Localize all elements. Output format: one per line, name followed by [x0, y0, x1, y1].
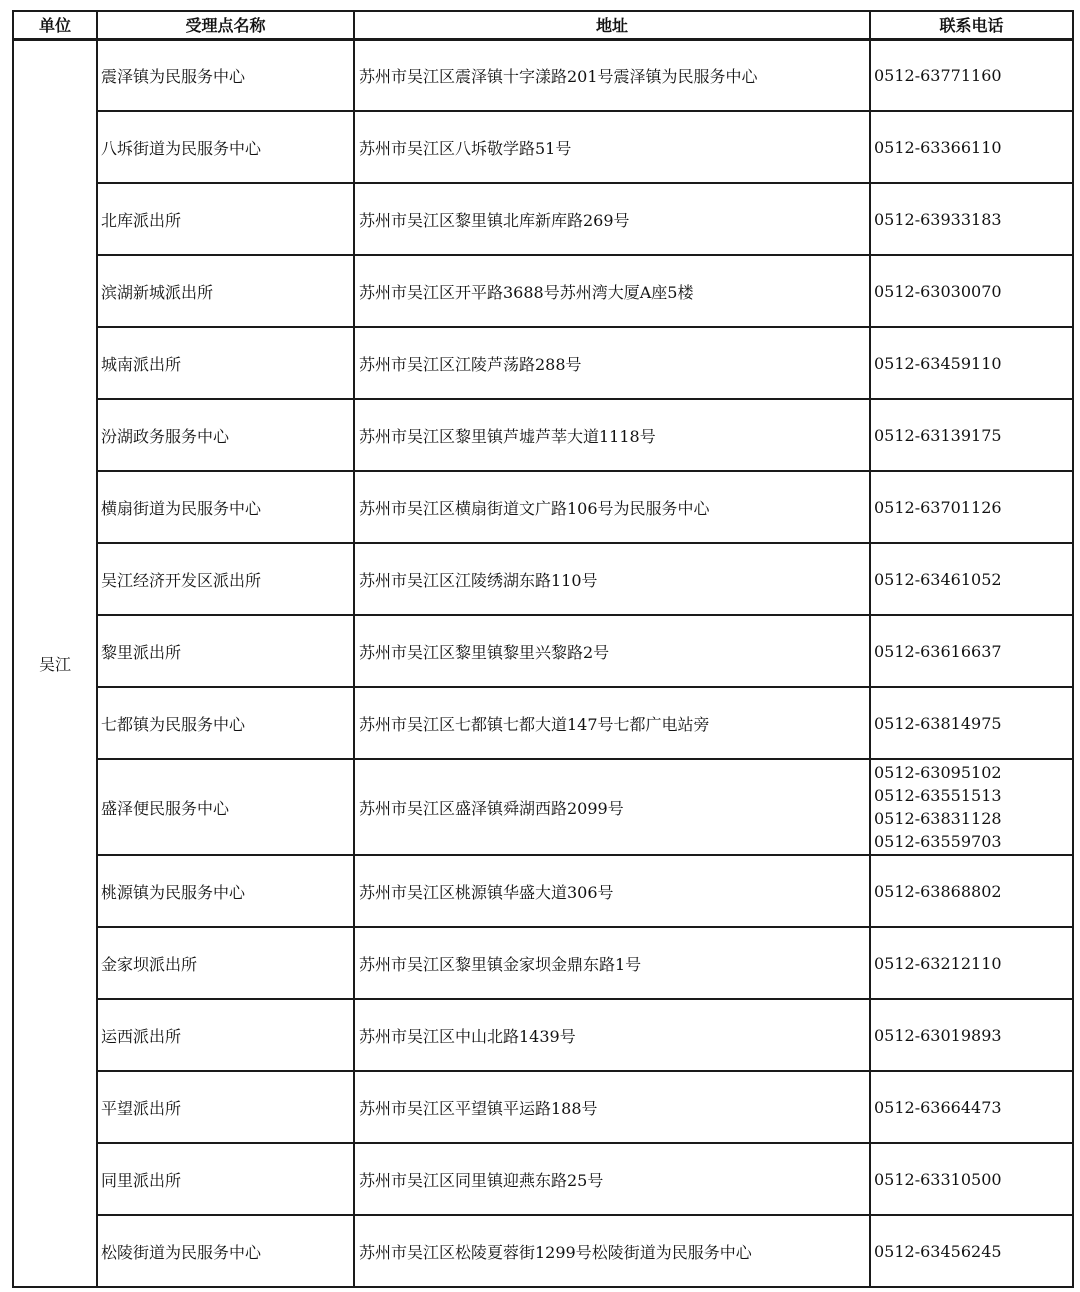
address-cell: 苏州市吴江区盛泽镇舜湖西路2099号	[354, 759, 870, 855]
table-row	[13, 1215, 1073, 1287]
name-cell: 横扇街道为民服务中心	[97, 471, 354, 543]
table-row	[13, 471, 1073, 543]
address-cell: 苏州市吴江区同里镇迎燕东路25号	[354, 1143, 870, 1215]
phone-cell	[870, 1215, 1073, 1287]
name-cell: 盛泽便民服务中心	[97, 759, 354, 855]
table-row	[13, 687, 1073, 759]
phone-number: 0512-63212110	[874, 953, 1002, 973]
phone-number: 0512-63461052	[874, 569, 1002, 589]
table-row	[13, 855, 1073, 927]
phone-number: 0512-63139175	[874, 425, 1002, 445]
phone-number: 0512-63310500	[874, 1169, 1002, 1189]
address-cell: 苏州市吴江区八坼敬学路51号	[354, 111, 870, 183]
phone-cell	[870, 687, 1073, 759]
header-unit: 单位	[13, 11, 97, 39]
phone-cell	[870, 111, 1073, 183]
name-cell: 运西派出所	[97, 999, 354, 1071]
address-cell: 苏州市吴江区桃源镇华盛大道306号	[354, 855, 870, 927]
address-cell: 苏州市吴江区江陵绣湖东路110号	[354, 543, 870, 615]
table-row	[13, 759, 1073, 855]
phone-cell	[870, 255, 1073, 327]
address-cell: 苏州市吴江区开平路3688号苏州湾大厦A座5楼	[354, 255, 870, 327]
phone-number: 0512-63771160	[874, 65, 1002, 85]
phone-number: 0512-63664473	[874, 1097, 1002, 1117]
phone-cell	[870, 999, 1073, 1071]
phone-cell	[870, 615, 1073, 687]
address-cell: 苏州市吴江区松陵夏蓉街1299号松陵街道为民服务中心	[354, 1215, 870, 1287]
phone-cell	[870, 471, 1073, 543]
name-cell: 黎里派出所	[97, 615, 354, 687]
table-row	[13, 543, 1073, 615]
phone-cell	[870, 855, 1073, 927]
name-cell: 震泽镇为民服务中心	[97, 39, 354, 111]
table-row	[13, 399, 1073, 471]
table-row	[13, 327, 1073, 399]
table-body	[13, 39, 1073, 1287]
phone-cell	[870, 759, 1073, 855]
name-cell: 吴江经济开发区派出所	[97, 543, 354, 615]
header-address: 地址	[354, 11, 870, 39]
address-cell: 苏州市吴江区七都镇七都大道147号七都广电站旁	[354, 687, 870, 759]
table-row	[13, 927, 1073, 999]
table-row	[13, 255, 1073, 327]
name-cell: 汾湖政务服务中心	[97, 399, 354, 471]
header-name: 受理点名称	[97, 11, 354, 39]
name-cell: 城南派出所	[97, 327, 354, 399]
phone-number: 0512-63030070	[874, 281, 1002, 301]
address-cell: 苏州市吴江区黎里镇黎里兴黎路2号	[354, 615, 870, 687]
phone-cell	[870, 1143, 1073, 1215]
table-container	[12, 10, 1074, 1288]
service-points-table	[12, 10, 1074, 1288]
name-cell: 北库派出所	[97, 183, 354, 255]
address-cell: 苏州市吴江区震泽镇十字漾路201号震泽镇为民服务中心	[354, 39, 870, 111]
table-row	[13, 111, 1073, 183]
table-row	[13, 183, 1073, 255]
table-row	[13, 39, 1073, 111]
name-cell: 同里派出所	[97, 1143, 354, 1215]
name-cell: 金家坝派出所	[97, 927, 354, 999]
phone-cell	[870, 927, 1073, 999]
address-cell: 苏州市吴江区江陵芦荡路288号	[354, 327, 870, 399]
phone-number: 0512-63868802	[874, 881, 1002, 901]
name-cell: 桃源镇为民服务中心	[97, 855, 354, 927]
phone-number: 0512-63831128	[874, 809, 1002, 828]
phone-number: 0512-63456245	[874, 1241, 1002, 1261]
address-cell: 苏州市吴江区黎里镇北库新库路269号	[354, 183, 870, 255]
phone-cell	[870, 399, 1073, 471]
table-row	[13, 1071, 1073, 1143]
table-row	[13, 615, 1073, 687]
table-header-row	[13, 11, 1073, 39]
name-cell: 八坼街道为民服务中心	[97, 111, 354, 183]
unit-cell: 吴江	[13, 39, 97, 1287]
phone-number: 0512-63095102	[874, 763, 1002, 782]
name-cell: 七都镇为民服务中心	[97, 687, 354, 759]
header-phone: 联系电话	[870, 11, 1073, 39]
phone-number: 0512-63019893	[874, 1025, 1002, 1045]
phone-cell	[870, 1071, 1073, 1143]
name-cell: 平望派出所	[97, 1071, 354, 1143]
phone-number: 0512-63701126	[874, 497, 1002, 517]
phone-cell	[870, 39, 1073, 111]
name-cell: 滨湖新城派出所	[97, 255, 354, 327]
name-cell: 松陵街道为民服务中心	[97, 1215, 354, 1287]
address-cell: 苏州市吴江区黎里镇金家坝金鼎东路1号	[354, 927, 870, 999]
address-cell: 苏州市吴江区平望镇平运路188号	[354, 1071, 870, 1143]
phone-number: 0512-63459110	[874, 353, 1002, 373]
phone-number: 0512-63814975	[874, 713, 1002, 733]
phone-cell	[870, 327, 1073, 399]
table-row	[13, 1143, 1073, 1215]
phone-number: 0512-63559703	[874, 832, 1002, 851]
phone-cell	[870, 183, 1073, 255]
phone-cell	[870, 543, 1073, 615]
phone-number: 0512-63366110	[874, 137, 1002, 157]
address-cell: 苏州市吴江区黎里镇芦墟芦莘大道1118号	[354, 399, 870, 471]
phone-number: 0512-63616637	[874, 641, 1002, 661]
table-row	[13, 999, 1073, 1071]
address-cell: 苏州市吴江区中山北路1439号	[354, 999, 870, 1071]
phone-number: 0512-63933183	[874, 209, 1002, 229]
address-cell: 苏州市吴江区横扇街道文广路106号为民服务中心	[354, 471, 870, 543]
phone-number: 0512-63551513	[874, 786, 1002, 805]
